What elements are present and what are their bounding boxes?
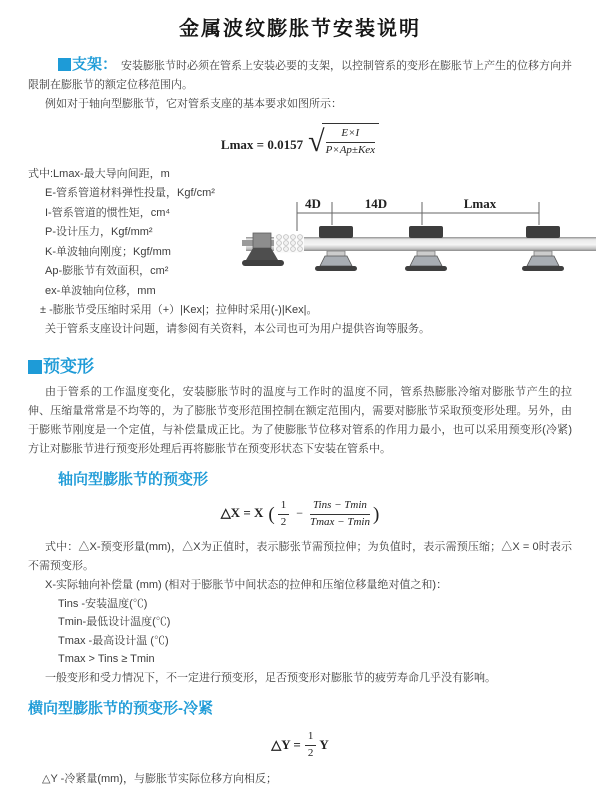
one-half-fraction — [278, 499, 290, 530]
page-title: 金属波纹膨胀节安装说明 — [179, 18, 421, 40]
definition-item: P-设计压力，Kgf/mm² — [45, 226, 153, 238]
close-paren: ) — [372, 504, 380, 525]
lateral-subheading: 横向型膨胀节的预变形-冷紧 — [28, 699, 213, 717]
predeform-heading-text: 预变形 — [43, 357, 94, 376]
lmax-formula — [28, 123, 572, 158]
dy-formula-rhs: Y — [319, 736, 329, 752]
temperature-fraction — [310, 499, 370, 530]
dimension-label-4d: 4D — [305, 195, 321, 211]
predeform-section-heading — [28, 352, 572, 377]
open-paren: ( — [268, 504, 275, 525]
temp-line: Tmin-最低设计温度(℃) — [58, 616, 171, 629]
dx-formula-lhs: △X = X — [220, 505, 264, 520]
temp-line: Tmax -最高设计温 (℃) — [58, 634, 169, 647]
bracket-example-line: 例如对于轴向型膨胀节，它对管系支座的基本要求如图所示： — [45, 98, 342, 110]
pipe-support-diagram — [240, 193, 598, 279]
section-square-icon — [58, 58, 71, 71]
fraction-numerator: 1 — [278, 499, 290, 515]
dx-note-paragraph: 式中：△X-预变形量(mm)，△X为正值时，表示膨张节需预拉伸；为负值时，表示需预压缩；△X = 0时表示不需预变形。 — [28, 540, 572, 572]
definition-item: ex-单波轴向位移，mm — [45, 284, 156, 297]
plus-minus-note: ± -膨胀节受压缩时采用（+）|Kex|；拉伸时采用(-)|Kex|。 — [40, 304, 318, 316]
definitions-and-diagram — [28, 165, 572, 302]
bracket-section-heading: 支架： — [72, 56, 118, 73]
definition-item: K-单波轴向刚度；Kgf/mm — [45, 245, 171, 258]
sqrt-radical — [308, 123, 379, 158]
bracket-intro-text: 安装膨胀节时必须在管系上安装必要的支架，以控制管系的变形在膨胀节上产生的位移方向并限制在膨胀节的额定位移范围内。 — [28, 60, 573, 91]
temp-line: Tins -安装温度(℃) — [58, 597, 148, 610]
lmax-formula-numerator: E×I — [326, 127, 376, 143]
fraction-denominator: Tmax − Tmin — [309, 515, 370, 528]
consult-note: 关于管系支座设计问题，请参阅有关资料，本公司也可为用户提供咨询等服务。 — [45, 323, 430, 335]
minus-sign: − — [296, 506, 303, 520]
lmax-formula-lhs: Lmax = 0.0157 — [220, 137, 304, 153]
definition-item: Ap-膨胀节有效面积，cm² — [45, 265, 169, 277]
radical-sign: √ — [308, 125, 325, 159]
definition-item: I-管系管道的惯性矩，cm⁴ — [45, 206, 171, 219]
lmax-formula-denominator: P×Ap±Kex — [325, 143, 376, 156]
dimension-label-lmax: Lmax — [463, 195, 497, 211]
general-note-line: 一般变形和受力情况下，不一定进行预变形，足否预变形对膨胀节的疲劳寿命几乎没有影响。 — [45, 671, 496, 684]
dy-note-line: △Y -冷紧量(mm)，与膨胀节实际位移方向相反； — [42, 773, 277, 786]
document-page — [0, 12, 600, 789]
dx-formula — [28, 499, 572, 530]
dimension-label-14d: 14D — [364, 195, 388, 211]
bellows-expansion-joint — [274, 234, 304, 252]
predeform-paragraph: 由于管系的工作温度变化，安装膨胀节时的温度与工作时的温度不同，管系热膨胀冷缩对膨胀节产生的拉伸、压缩量常常是不均等的，为了膨胀节变形范围控制在额定范围内，需要对膨胀节采取预变形处理。另外，由于膨账节刚度是一个定值，与补偿量成正比。为了使膨胀节位移对管系的作用力最小，也可以采用预变形(冷紧)方让对膨胀节进行预变形处理后再将膨胀节在预变形状态下安装在管系中。 — [28, 386, 572, 455]
fraction-numerator: Tins − Tmin — [310, 499, 370, 515]
definition-item: E-管系管道材料弹性投量，Kgf/cm² — [45, 187, 215, 199]
dy-formula — [28, 730, 572, 761]
x-note-line: X-实际轴向补偿量 (mm) (相对于膨胀节中间状态的拉伸和压缩位移量绝对值之和)： — [45, 578, 448, 591]
temp-line: Tmax > Tins ≥ Tmin — [58, 653, 155, 666]
fraction-denominator: 2 — [307, 746, 314, 759]
fraction-denominator: 2 — [280, 515, 287, 528]
axial-subheading: 轴向型膨胀节的预变形 — [58, 471, 209, 488]
definition-item: 式中:Lmax-最大导向间距，m — [28, 167, 170, 180]
one-half-fraction — [305, 730, 317, 761]
bracket-intro-paragraph — [28, 57, 572, 95]
dy-formula-lhs: △Y = — [271, 736, 301, 752]
fraction-numerator: 1 — [305, 730, 317, 746]
section-square-icon — [28, 360, 42, 374]
